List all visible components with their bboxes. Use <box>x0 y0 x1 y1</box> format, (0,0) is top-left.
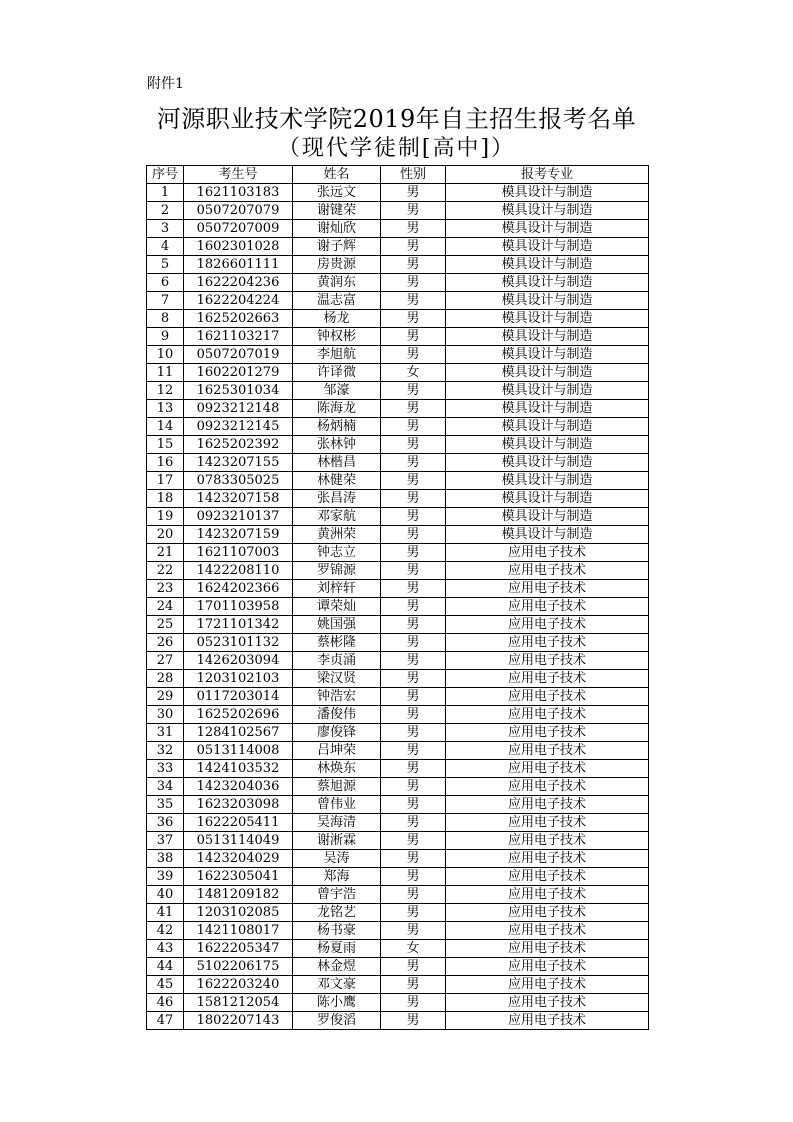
exam-number: 1203102085 <box>184 904 293 922</box>
row-index: 28 <box>147 670 184 688</box>
table-row <box>147 256 649 274</box>
major: 模具设计与制造 <box>446 184 649 202</box>
exam-number: 1426203094 <box>184 652 293 670</box>
table-row <box>147 976 649 994</box>
exam-number: 0923212148 <box>184 400 293 418</box>
gender: 男 <box>381 292 446 310</box>
student-name: 张昌涛 <box>293 490 381 508</box>
major: 应用电子技术 <box>446 1012 649 1030</box>
student-name: 邹濠 <box>293 382 381 400</box>
row-index: 6 <box>147 274 184 292</box>
student-name: 张远文 <box>293 184 381 202</box>
gender: 男 <box>381 724 446 742</box>
exam-number: 1423207159 <box>184 526 293 544</box>
gender: 男 <box>381 382 446 400</box>
row-index: 36 <box>147 814 184 832</box>
major: 应用电子技术 <box>446 688 649 706</box>
row-index: 35 <box>147 796 184 814</box>
major: 应用电子技术 <box>446 886 649 904</box>
table-row <box>147 598 649 616</box>
student-name: 吕坤荣 <box>293 742 381 760</box>
exam-number: 0117203014 <box>184 688 293 706</box>
major: 模具设计与制造 <box>446 346 649 364</box>
exam-number: 0513114008 <box>184 742 293 760</box>
student-name: 林金煜 <box>293 958 381 976</box>
table-row <box>147 634 649 652</box>
exam-number: 0923212145 <box>184 418 293 436</box>
row-index: 20 <box>147 526 184 544</box>
row-index: 3 <box>147 220 184 238</box>
exam-number: 1624202366 <box>184 580 293 598</box>
gender: 男 <box>381 544 446 562</box>
table-row <box>147 364 649 382</box>
student-name: 杨夏雨 <box>293 940 381 958</box>
table-row <box>147 220 649 238</box>
major: 应用电子技术 <box>446 994 649 1012</box>
major: 应用电子技术 <box>446 976 649 994</box>
major: 模具设计与制造 <box>446 292 649 310</box>
exam-number: 1421108017 <box>184 922 293 940</box>
student-name: 龙铭艺 <box>293 904 381 922</box>
table-row <box>147 778 649 796</box>
major: 模具设计与制造 <box>446 454 649 472</box>
exam-number: 5102206175 <box>184 958 293 976</box>
table-row <box>147 868 649 886</box>
table-row <box>147 886 649 904</box>
student-name: 蔡旭源 <box>293 778 381 796</box>
major: 模具设计与制造 <box>446 202 649 220</box>
table-row <box>147 724 649 742</box>
major: 应用电子技术 <box>446 616 649 634</box>
table-row <box>147 940 649 958</box>
table-row <box>147 760 649 778</box>
row-index: 17 <box>147 472 184 490</box>
table-row <box>147 652 649 670</box>
exam-number: 1625202663 <box>184 310 293 328</box>
major: 应用电子技术 <box>446 958 649 976</box>
exam-number: 1622205411 <box>184 814 293 832</box>
gender: 男 <box>381 1012 446 1030</box>
row-index: 5 <box>147 256 184 274</box>
student-name: 姚国强 <box>293 616 381 634</box>
student-name: 杨炳楠 <box>293 418 381 436</box>
student-name: 谭荣灿 <box>293 598 381 616</box>
major: 应用电子技术 <box>446 724 649 742</box>
row-index: 10 <box>147 346 184 364</box>
table-row <box>147 994 649 1012</box>
row-index: 46 <box>147 994 184 1012</box>
exam-number: 1622203240 <box>184 976 293 994</box>
row-index: 34 <box>147 778 184 796</box>
row-index: 23 <box>147 580 184 598</box>
exam-number: 0783305025 <box>184 472 293 490</box>
table-row <box>147 670 649 688</box>
student-name: 吴海清 <box>293 814 381 832</box>
table-row <box>147 346 649 364</box>
major: 模具设计与制造 <box>446 382 649 400</box>
gender: 男 <box>381 274 446 292</box>
student-name: 林焕东 <box>293 760 381 778</box>
row-index: 32 <box>147 742 184 760</box>
major: 模具设计与制造 <box>446 364 649 382</box>
table-row <box>147 400 649 418</box>
major: 应用电子技术 <box>446 544 649 562</box>
table-row <box>147 850 649 868</box>
table-row <box>147 832 649 850</box>
major: 应用电子技术 <box>446 706 649 724</box>
exam-number: 1423207155 <box>184 454 293 472</box>
row-index: 18 <box>147 490 184 508</box>
table-row <box>147 742 649 760</box>
row-index: 7 <box>147 292 184 310</box>
gender: 男 <box>381 868 446 886</box>
student-name: 陈海龙 <box>293 400 381 418</box>
exam-number: 1424103532 <box>184 760 293 778</box>
row-index: 45 <box>147 976 184 994</box>
table-row <box>147 616 649 634</box>
exam-number: 1203102103 <box>184 670 293 688</box>
gender: 男 <box>381 310 446 328</box>
row-index: 15 <box>147 436 184 454</box>
row-index: 40 <box>147 886 184 904</box>
exam-number: 1621107003 <box>184 544 293 562</box>
gender: 男 <box>381 778 446 796</box>
student-name: 黄洲荣 <box>293 526 381 544</box>
gender: 男 <box>381 742 446 760</box>
row-index: 39 <box>147 868 184 886</box>
table-row <box>147 1012 649 1030</box>
table-row <box>147 922 649 940</box>
student-name: 钟浩宏 <box>293 688 381 706</box>
exam-number: 1602301028 <box>184 238 293 256</box>
major: 应用电子技术 <box>446 742 649 760</box>
student-name: 邓家航 <box>293 508 381 526</box>
gender: 男 <box>381 634 446 652</box>
student-name: 张林钟 <box>293 436 381 454</box>
header-major: 报考专业 <box>446 166 649 184</box>
row-index: 19 <box>147 508 184 526</box>
student-name: 许译微 <box>293 364 381 382</box>
table-row <box>147 436 649 454</box>
major: 应用电子技术 <box>446 832 649 850</box>
gender: 男 <box>381 832 446 850</box>
row-index: 11 <box>147 364 184 382</box>
student-name: 林楷昌 <box>293 454 381 472</box>
row-index: 27 <box>147 652 184 670</box>
gender: 男 <box>381 346 446 364</box>
exam-number: 1721101342 <box>184 616 293 634</box>
major: 应用电子技术 <box>446 922 649 940</box>
gender: 男 <box>381 184 446 202</box>
row-index: 37 <box>147 832 184 850</box>
row-index: 44 <box>147 958 184 976</box>
exam-number: 1423204036 <box>184 778 293 796</box>
table-header-row <box>147 166 649 184</box>
major: 模具设计与制造 <box>446 310 649 328</box>
student-name: 廖俊锋 <box>293 724 381 742</box>
major: 应用电子技术 <box>446 652 649 670</box>
student-name: 谢淅霖 <box>293 832 381 850</box>
gender: 男 <box>381 670 446 688</box>
table-row <box>147 382 649 400</box>
major: 模具设计与制造 <box>446 472 649 490</box>
major: 应用电子技术 <box>446 868 649 886</box>
major: 应用电子技术 <box>446 598 649 616</box>
student-name: 钟志立 <box>293 544 381 562</box>
student-name: 李旭航 <box>293 346 381 364</box>
major: 模具设计与制造 <box>446 256 649 274</box>
exam-number: 0507207079 <box>184 202 293 220</box>
table-row <box>147 562 649 580</box>
row-index: 12 <box>147 382 184 400</box>
gender: 男 <box>381 886 446 904</box>
row-index: 29 <box>147 688 184 706</box>
gender: 男 <box>381 418 446 436</box>
major: 模具设计与制造 <box>446 418 649 436</box>
gender: 男 <box>381 400 446 418</box>
row-index: 21 <box>147 544 184 562</box>
table-row <box>147 526 649 544</box>
table-row <box>147 292 649 310</box>
gender: 男 <box>381 238 446 256</box>
row-index: 38 <box>147 850 184 868</box>
exam-number: 1622205347 <box>184 940 293 958</box>
exam-number: 0507207019 <box>184 346 293 364</box>
row-index: 4 <box>147 238 184 256</box>
gender: 男 <box>381 850 446 868</box>
exam-number: 1622204236 <box>184 274 293 292</box>
student-name: 罗锦源 <box>293 562 381 580</box>
student-name: 曾伟业 <box>293 796 381 814</box>
gender: 男 <box>381 922 446 940</box>
table-row <box>147 508 649 526</box>
row-index: 8 <box>147 310 184 328</box>
table-row <box>147 418 649 436</box>
exam-number: 1701103958 <box>184 598 293 616</box>
student-name: 谢键荣 <box>293 202 381 220</box>
exam-number: 1623203098 <box>184 796 293 814</box>
exam-number: 1625202392 <box>184 436 293 454</box>
table-row <box>147 202 649 220</box>
table-row <box>147 904 649 922</box>
row-index: 13 <box>147 400 184 418</box>
exam-number: 0513114049 <box>184 832 293 850</box>
gender: 男 <box>381 562 446 580</box>
student-name: 蔡彬隆 <box>293 634 381 652</box>
row-index: 43 <box>147 940 184 958</box>
gender: 男 <box>381 580 446 598</box>
student-name: 黄润东 <box>293 274 381 292</box>
major: 应用电子技术 <box>446 760 649 778</box>
major: 应用电子技术 <box>446 580 649 598</box>
table-row <box>147 706 649 724</box>
table-row <box>147 544 649 562</box>
table-row <box>147 796 649 814</box>
exam-number: 1622204224 <box>184 292 293 310</box>
gender: 男 <box>381 616 446 634</box>
exam-number: 0507207009 <box>184 220 293 238</box>
header-exam-number: 考生号 <box>184 166 293 184</box>
row-index: 41 <box>147 904 184 922</box>
gender: 女 <box>381 364 446 382</box>
exam-number: 0923210137 <box>184 508 293 526</box>
exam-number: 1284102567 <box>184 724 293 742</box>
exam-number: 1622305041 <box>184 868 293 886</box>
table-row <box>147 328 649 346</box>
table-row <box>147 958 649 976</box>
gender: 女 <box>381 940 446 958</box>
header-index: 序号 <box>147 166 184 184</box>
exam-number: 1625301034 <box>184 382 293 400</box>
student-name: 罗俊滔 <box>293 1012 381 1030</box>
student-name: 邓文豪 <box>293 976 381 994</box>
major: 应用电子技术 <box>446 796 649 814</box>
table-row <box>147 454 649 472</box>
row-index: 30 <box>147 706 184 724</box>
major: 应用电子技术 <box>446 670 649 688</box>
major: 模具设计与制造 <box>446 526 649 544</box>
gender: 男 <box>381 814 446 832</box>
table-row <box>147 580 649 598</box>
table-row <box>147 688 649 706</box>
student-name: 杨龙 <box>293 310 381 328</box>
major: 模具设计与制造 <box>446 274 649 292</box>
student-name: 曾宇浩 <box>293 886 381 904</box>
row-index: 47 <box>147 1012 184 1030</box>
page-title: 河源职业技术学院2019年自主招生报考名单 <box>156 105 637 133</box>
major: 应用电子技术 <box>446 634 649 652</box>
gender: 男 <box>381 760 446 778</box>
student-name: 潘俊伟 <box>293 706 381 724</box>
gender: 男 <box>381 490 446 508</box>
major: 模具设计与制造 <box>446 220 649 238</box>
exam-number: 1481209182 <box>184 886 293 904</box>
student-name: 郑海 <box>293 868 381 886</box>
gender: 男 <box>381 328 446 346</box>
student-name: 梁汉贤 <box>293 670 381 688</box>
table-row <box>147 490 649 508</box>
student-name: 刘梓轩 <box>293 580 381 598</box>
gender: 男 <box>381 220 446 238</box>
row-index: 2 <box>147 202 184 220</box>
exam-number: 1802207143 <box>184 1012 293 1030</box>
major: 模具设计与制造 <box>446 490 649 508</box>
student-name: 谢灿欣 <box>293 220 381 238</box>
gender: 男 <box>381 706 446 724</box>
header-gender: 性别 <box>381 166 446 184</box>
exam-number: 1422208110 <box>184 562 293 580</box>
gender: 男 <box>381 202 446 220</box>
major: 模具设计与制造 <box>446 508 649 526</box>
table-row <box>147 472 649 490</box>
row-index: 24 <box>147 598 184 616</box>
major: 模具设计与制造 <box>446 328 649 346</box>
row-index: 14 <box>147 418 184 436</box>
exam-number: 1621103217 <box>184 328 293 346</box>
exam-number: 1423204029 <box>184 850 293 868</box>
row-index: 31 <box>147 724 184 742</box>
row-index: 26 <box>147 634 184 652</box>
gender: 男 <box>381 904 446 922</box>
row-index: 9 <box>147 328 184 346</box>
major: 应用电子技术 <box>446 562 649 580</box>
table-row <box>147 184 649 202</box>
header-name: 姓名 <box>293 166 381 184</box>
exam-number: 1602201279 <box>184 364 293 382</box>
major: 应用电子技术 <box>446 814 649 832</box>
exam-number: 1826601111 <box>184 256 293 274</box>
student-name: 杨书豪 <box>293 922 381 940</box>
gender: 男 <box>381 436 446 454</box>
table-row <box>147 274 649 292</box>
gender: 男 <box>381 508 446 526</box>
student-name: 温志富 <box>293 292 381 310</box>
row-index: 22 <box>147 562 184 580</box>
gender: 男 <box>381 652 446 670</box>
student-name: 钟权彬 <box>293 328 381 346</box>
gender: 男 <box>381 796 446 814</box>
gender: 男 <box>381 598 446 616</box>
major: 应用电子技术 <box>446 850 649 868</box>
major: 模具设计与制造 <box>446 400 649 418</box>
row-index: 16 <box>147 454 184 472</box>
attachment-label: 附件1 <box>147 76 184 92</box>
exam-number: 1423207158 <box>184 490 293 508</box>
student-name: 林健荣 <box>293 472 381 490</box>
table-row <box>147 814 649 832</box>
student-name: 谢子辉 <box>293 238 381 256</box>
gender: 男 <box>381 454 446 472</box>
exam-number: 1621103183 <box>184 184 293 202</box>
row-index: 1 <box>147 184 184 202</box>
exam-number: 0523101132 <box>184 634 293 652</box>
row-index: 42 <box>147 922 184 940</box>
table-row <box>147 238 649 256</box>
gender: 男 <box>381 976 446 994</box>
table-row <box>147 310 649 328</box>
major: 应用电子技术 <box>446 940 649 958</box>
student-name: 房贵源 <box>293 256 381 274</box>
row-index: 33 <box>147 760 184 778</box>
page-subtitle: （现代学徒制[高中]） <box>277 136 516 161</box>
exam-number: 1581212054 <box>184 994 293 1012</box>
student-name: 吴涛 <box>293 850 381 868</box>
exam-number: 1625202696 <box>184 706 293 724</box>
gender: 男 <box>381 958 446 976</box>
gender: 男 <box>381 472 446 490</box>
gender: 男 <box>381 688 446 706</box>
gender: 男 <box>381 256 446 274</box>
major: 应用电子技术 <box>446 904 649 922</box>
student-name: 李贞涌 <box>293 652 381 670</box>
major: 模具设计与制造 <box>446 238 649 256</box>
row-index: 25 <box>147 616 184 634</box>
gender: 男 <box>381 526 446 544</box>
gender: 男 <box>381 994 446 1012</box>
major: 应用电子技术 <box>446 778 649 796</box>
student-name: 陈小鹰 <box>293 994 381 1012</box>
applicant-table <box>146 165 649 1030</box>
major: 模具设计与制造 <box>446 436 649 454</box>
